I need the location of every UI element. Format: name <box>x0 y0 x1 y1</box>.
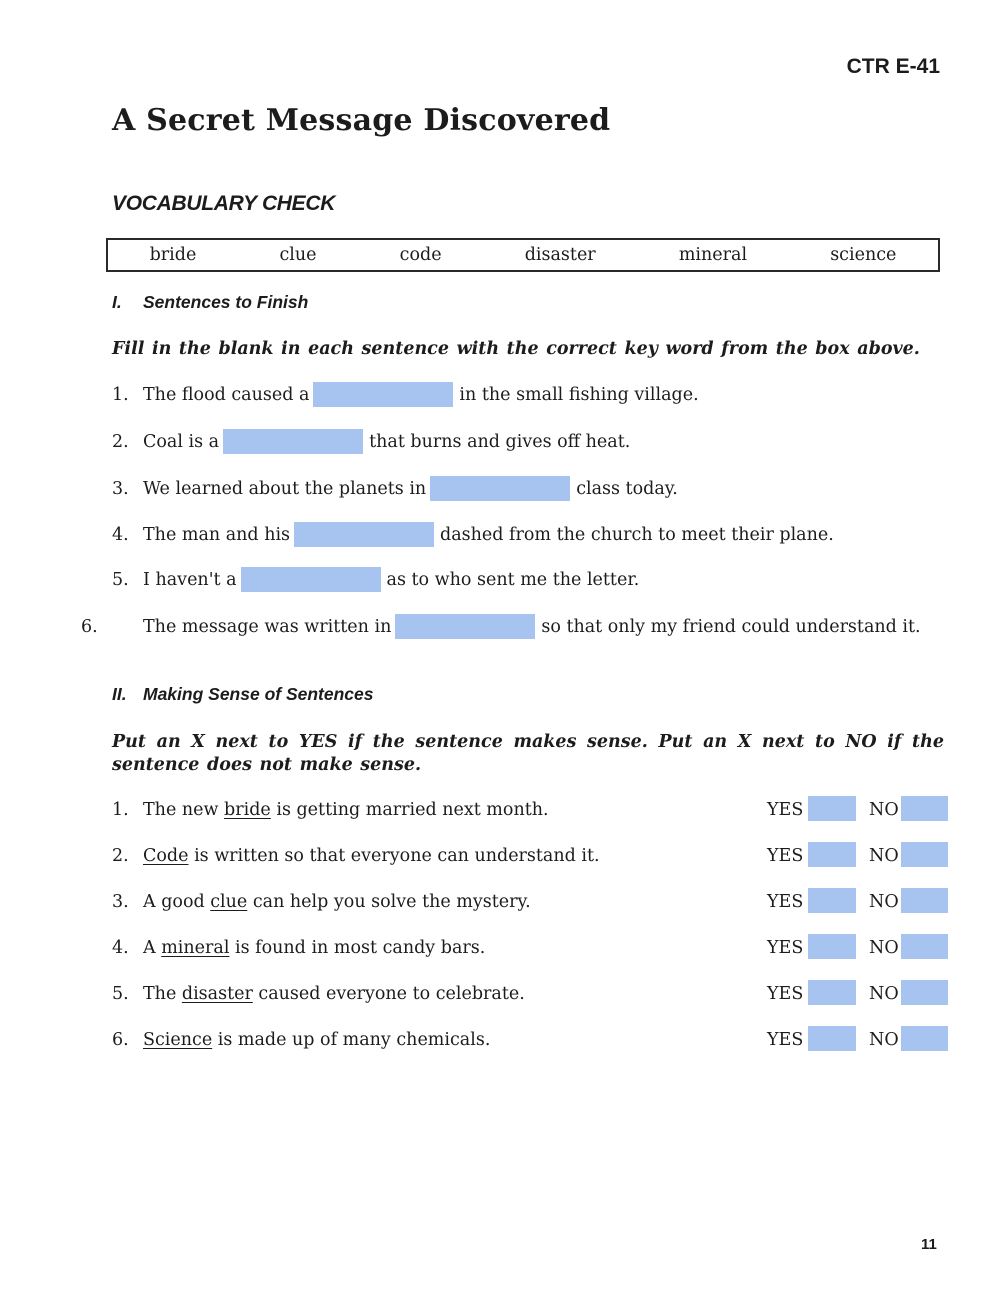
sentence-post: dashed from the church to meet their plane. <box>440 525 834 545</box>
sense-item-6 <box>112 1028 962 1055</box>
fill-item-2 <box>112 429 952 454</box>
item-number: 3. <box>112 479 129 499</box>
no-field[interactable] <box>901 842 948 867</box>
key-word: disaster <box>524 245 596 265</box>
yes-label: YES <box>767 1030 804 1050</box>
sense-item-2 <box>112 844 962 871</box>
sentence-post: is made up of many chemicals. <box>212 1030 491 1050</box>
blank-field[interactable] <box>430 476 570 501</box>
blank-field[interactable] <box>294 522 434 547</box>
yes-field[interactable] <box>808 1026 856 1051</box>
part1-instructions: Fill in the blank in each sentence with the correct key word from the box above. <box>112 339 920 359</box>
yes-field[interactable] <box>808 980 856 1005</box>
fill-item-3 <box>112 476 952 501</box>
item-number: 4. <box>112 938 129 958</box>
no-label: NO <box>869 800 899 820</box>
sentence-post: is getting married next month. <box>270 800 549 820</box>
sentence-pre: A <box>143 938 162 958</box>
sentence-pre: The new <box>143 800 225 820</box>
part2-heading-label: Making Sense of Sentences <box>143 684 374 704</box>
blank-field[interactable] <box>313 382 453 407</box>
fill-item-5 <box>112 567 952 592</box>
keyword-underlined: disaster <box>181 984 253 1004</box>
part2-numeral: II. <box>112 684 127 704</box>
keyword-underlined: Code <box>143 846 189 866</box>
sentence-pre: The <box>143 984 182 1004</box>
sentence-post: is written so that everyone can understand it. <box>188 846 600 866</box>
no-field[interactable] <box>901 888 948 913</box>
part1-numeral: I. <box>112 292 122 312</box>
part1-heading-label: Sentences to Finish <box>143 292 309 312</box>
sense-item-1 <box>112 798 962 825</box>
keyword-underlined: mineral <box>161 938 230 958</box>
sentence-post: class today. <box>576 479 678 499</box>
sentence-post: can help you solve the mystery. <box>247 892 531 912</box>
item-number: 5. <box>112 570 129 590</box>
sense-item-4 <box>112 936 962 963</box>
item-number: 5. <box>112 984 129 1004</box>
item-number: 4. <box>112 525 129 545</box>
item-number: 1. <box>112 385 129 405</box>
yes-label: YES <box>767 938 804 958</box>
fill-item-1 <box>112 382 952 407</box>
sentence-pre: The flood caused a <box>143 385 310 405</box>
key-word-box <box>106 238 940 272</box>
sentence-pre: We learned about the planets in <box>143 479 427 499</box>
sentence-post: so that only my friend could understand it. <box>541 617 921 637</box>
sentence-pre: I haven't a <box>143 570 237 590</box>
yes-field[interactable] <box>808 888 856 913</box>
yes-field[interactable] <box>808 842 856 867</box>
yes-label: YES <box>767 800 804 820</box>
sentence-post: that burns and gives off heat. <box>369 432 631 452</box>
part1-heading <box>112 292 308 313</box>
key-word: science <box>830 245 897 265</box>
sentence-post: in the small fishing village. <box>459 385 699 405</box>
sentence-pre: Coal is a <box>143 432 220 452</box>
no-label: NO <box>869 846 899 866</box>
blank-field[interactable] <box>223 429 363 454</box>
no-field[interactable] <box>901 1026 948 1051</box>
key-word: mineral <box>678 245 748 265</box>
no-field[interactable] <box>901 796 948 821</box>
no-label: NO <box>869 984 899 1004</box>
item-number: 2. <box>112 846 129 866</box>
sentence-pre: The man and his <box>143 525 291 545</box>
sense-item-5 <box>112 982 962 1009</box>
keyword-underlined: bride <box>224 800 271 820</box>
sentence-pre: A good <box>143 892 211 912</box>
sentence-pre: The message was written in <box>143 617 392 637</box>
keyword-underlined: Science <box>143 1030 213 1050</box>
part2-heading <box>112 684 374 705</box>
yes-label: YES <box>767 846 804 866</box>
key-word: clue <box>279 245 317 265</box>
fill-item-6 <box>81 614 983 639</box>
part2-instructions: Put an X next to YES if the sentence makes sense. Put an X next to NO if the sentence does not make sense. <box>112 732 944 775</box>
yes-field[interactable] <box>808 796 856 821</box>
item-number: 6. <box>112 1030 129 1050</box>
keyword-underlined: clue <box>210 892 248 912</box>
yes-field[interactable] <box>808 934 856 959</box>
key-word: code <box>399 245 442 265</box>
no-label: NO <box>869 938 899 958</box>
blank-field[interactable] <box>241 567 381 592</box>
sentence-post: is found in most candy bars. <box>229 938 486 958</box>
item-number: 1. <box>112 800 129 820</box>
vocabulary-check-heading: VOCABULARY CHECK <box>112 192 336 215</box>
yes-label: YES <box>767 984 804 1004</box>
sentence-post: caused everyone to celebrate. <box>252 984 525 1004</box>
blank-field[interactable] <box>395 614 535 639</box>
document-code: CTR E-41 <box>846 55 940 78</box>
item-number: 6. <box>81 617 98 637</box>
fill-item-4 <box>112 522 952 547</box>
no-field[interactable] <box>901 934 948 959</box>
no-label: NO <box>869 1030 899 1050</box>
yes-label: YES <box>767 892 804 912</box>
page-number: 11 <box>921 1236 937 1253</box>
no-field[interactable] <box>901 980 948 1005</box>
item-number: 2. <box>112 432 129 452</box>
key-word: bride <box>149 245 197 265</box>
sentence-post: as to who sent me the letter. <box>386 570 640 590</box>
item-number: 3. <box>112 892 129 912</box>
sense-item-3 <box>112 890 962 917</box>
no-label: NO <box>869 892 899 912</box>
page-title: A Secret Message Discovered <box>112 103 611 138</box>
